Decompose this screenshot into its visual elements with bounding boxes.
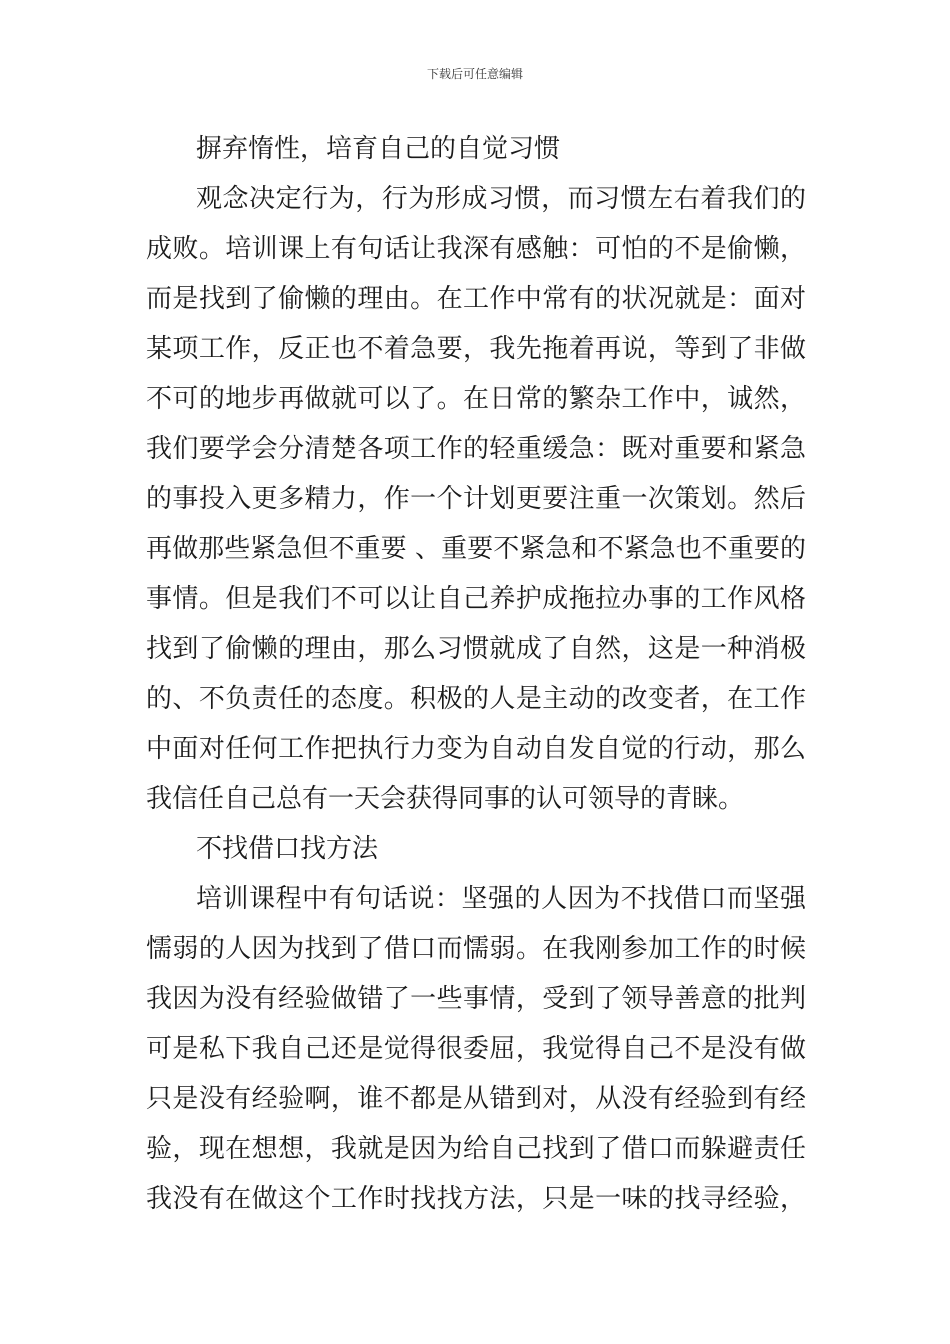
paragraph-line: 找到了偷懒的理由，那么习惯就成了自然，这是一种消极 <box>146 634 806 664</box>
paragraph-line: 只是没有经验啊，谁不都是从错到对，从没有经验到有经 <box>146 1084 806 1114</box>
paragraph-line: 而是找到了偷懒的理由。在工作中常有的状况就是：面对 <box>146 284 806 314</box>
paragraph-line: 再做那些紧急但不重要 、重要不紧急和不紧急也不重要的 <box>146 534 806 564</box>
paragraph-line: 中面对任何工作把执行力变为自动自发自觉的行动，那么 <box>146 734 806 764</box>
paragraph-line: 验，现在想想，我就是因为给自己找到了借口而躲避责任 <box>146 1134 806 1164</box>
paragraph-line: 成败。培训课上有句话让我深有感触：可怕的不是偷懒， <box>146 234 806 264</box>
paragraph-line: 的事投入更多精力，作一个计划更要注重一次策划。然后 <box>146 484 806 514</box>
section-heading-1: 摒弃惰性，培育自己的自觉习惯 <box>196 134 561 164</box>
paragraph-line: 的、不负责任的态度。积极的人是主动的改变者，在工作 <box>146 684 806 714</box>
paragraph-line: 可是私下我自己还是觉得很委屈，我觉得自己不是没有做 <box>146 1034 806 1064</box>
paragraph-line: 我信任自己总有一天会获得同事的认可领导的青睐。 <box>146 784 745 814</box>
paragraph-line: 懦弱的人因为找到了借口而懦弱。在我刚参加工作的时候 <box>146 934 806 964</box>
paragraph-line: 培训课程中有句话说：坚强的人因为不找借口而坚强 <box>196 884 806 914</box>
page-header: 下载后可任意编辑 <box>426 67 523 81</box>
paragraph-line: 事情。但是我们不可以让自己养护成拖拉办事的工作风格 <box>146 584 806 614</box>
paragraph-line: 不可的地步再做就可以了。在日常的繁杂工作中，诚然， <box>146 384 806 414</box>
section-heading-2: 不找借口找方法 <box>196 834 379 864</box>
paragraph-line: 观念决定行为，行为形成习惯，而习惯左右着我们的 <box>196 184 806 214</box>
paragraph-line: 我因为没有经验做错了一些事情，受到了领导善意的批判 <box>146 984 806 1014</box>
paragraph-line: 我没有在做这个工作时找找方法，只是一味的找寻经验， <box>146 1184 806 1214</box>
paragraph-line: 我们要学会分清楚各项工作的轻重缓急：既对重要和紧急 <box>146 434 806 464</box>
paragraph-line: 某项工作，反正也不着急要，我先拖着再说，等到了非做 <box>146 334 806 364</box>
